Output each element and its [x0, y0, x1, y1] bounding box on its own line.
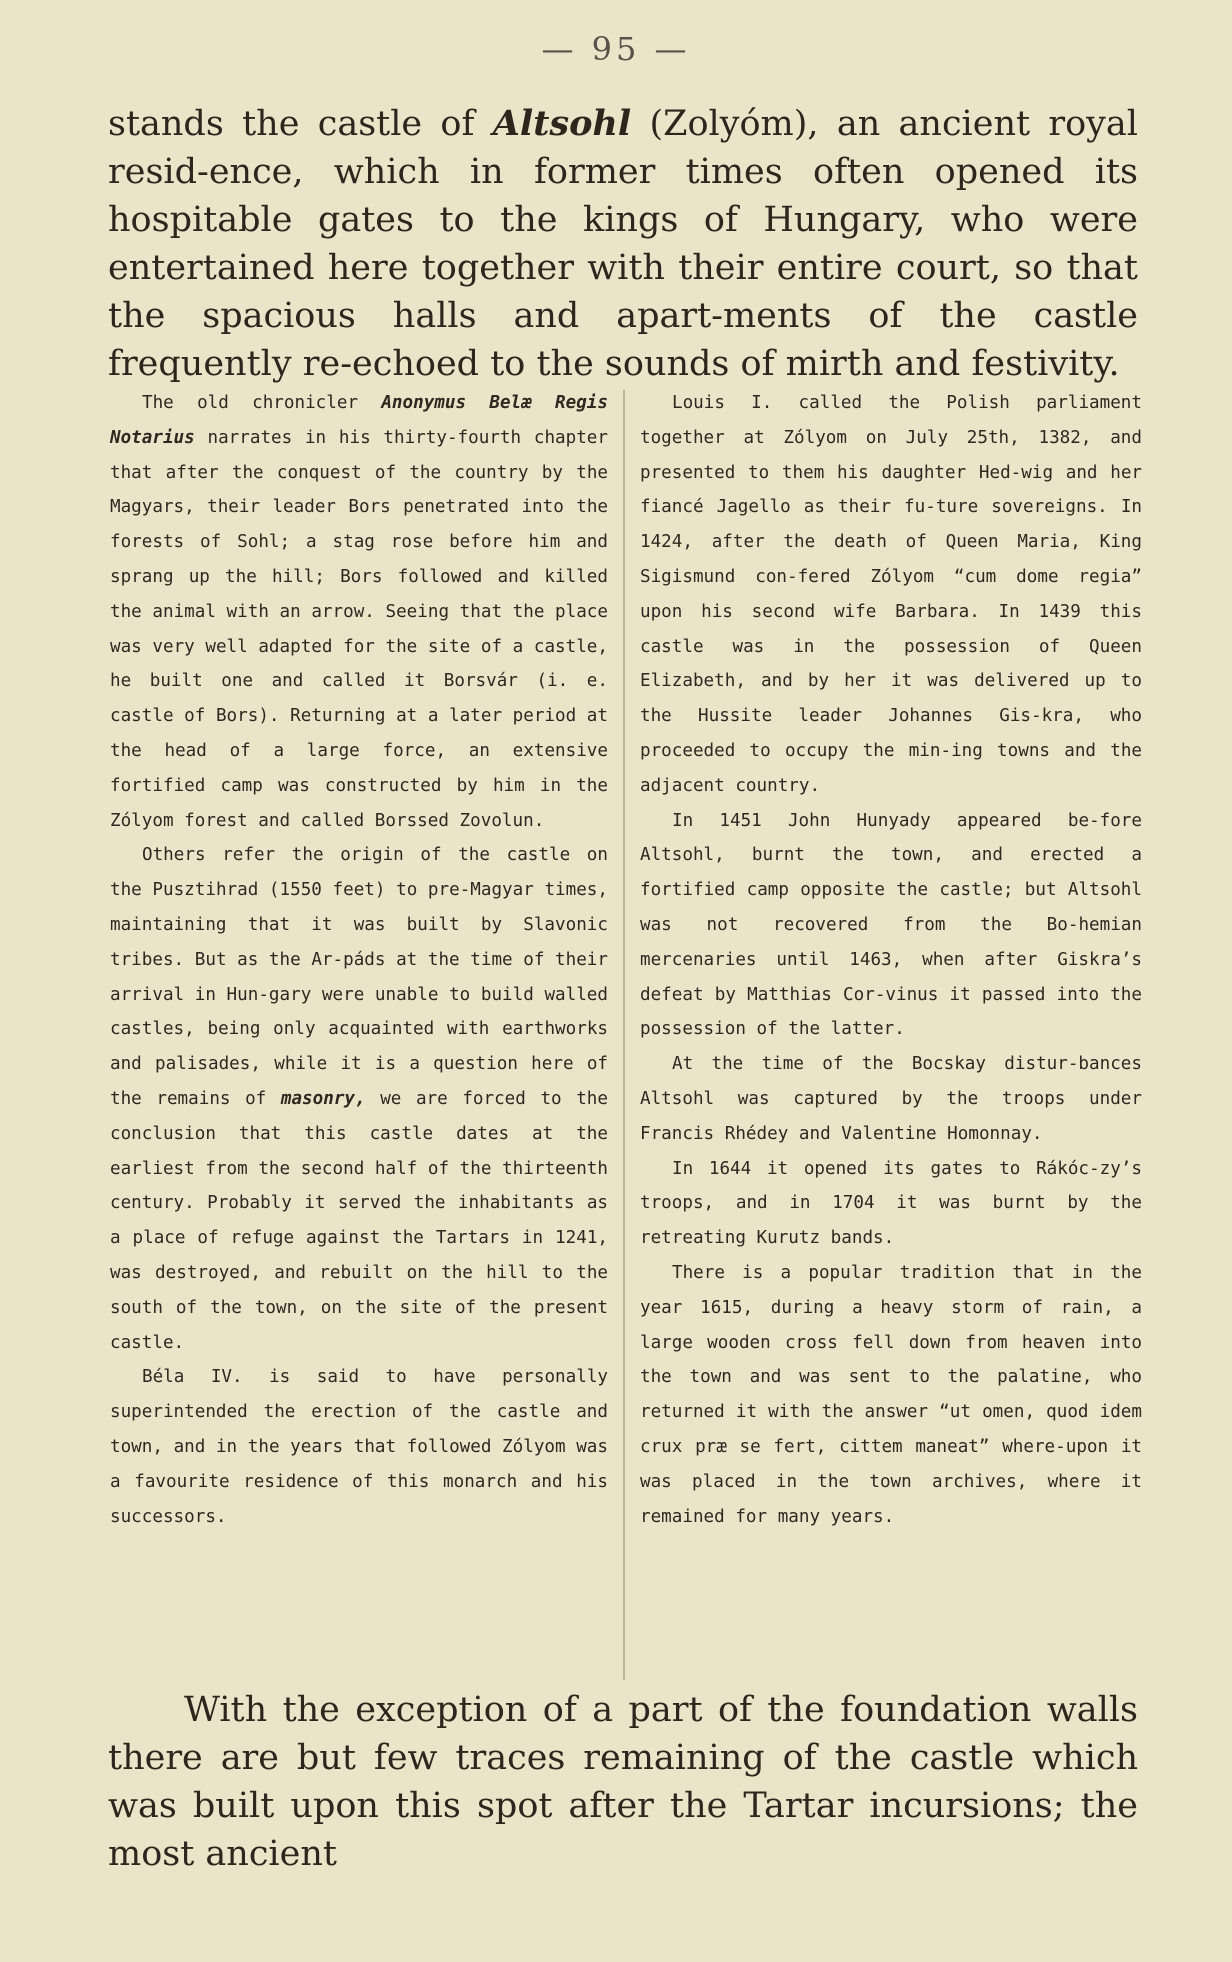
intro-text-rest: (Zolyóm), an ancient royal resid-ence, which in former times often opened its hospitable gates to the kings of Hungary, who were entertained here together with their entire court, so that the spacious halls and apart-ments of the castle frequently re-echoed to the sounds of mirth and festivity. — [108, 104, 1138, 384]
emphasis: masonry, — [280, 1088, 366, 1109]
right-paragraph-3: At the time of the Bocskay distur-bances Altsohl was captured by the troops under Francis Rhédey and Valentine Homonnay. — [640, 1054, 1142, 1144]
closing-paragraph: With the exception of a part of the foundation walls there are but few traces remaining of the castle which was built upon this spot after the Tartar incursions; the most ancient — [108, 1690, 1138, 1874]
right-paragraph-1: Louis I. called the Polish parliament together at Zólyom on July 25th, 1382, and presented to them his daughter Hed-wig and her fiancé Jagello as their fu-ture sovereigns. In 1424, after the death of Queen Maria, King Sigismund con-fered Zólyom “cum dome regia” upon his second wife Barbara. In 1439 this castle was in the possession of Queen Elizabeth, and by her it was delivered up to the Hussite leader Johannes Gis-kra, who proceeded to occupy the min-ing towns and the adjacent country. — [640, 393, 1142, 796]
left-paragraph-2 — [110, 838, 608, 1360]
intro-text-start: stands the castle of — [108, 104, 493, 144]
right-paragraph-4: In 1644 it opened its gates to Rákóc-zy’s troops, and in 1704 it was burnt by the retreating Kurutz bands. — [640, 1158, 1142, 1249]
castle-name: Altsohl — [492, 103, 632, 144]
text-run: The old chronicler — [142, 393, 382, 413]
page-number: — 95 — — [541, 30, 691, 68]
text-run: we are forced to the conclusion that this castle dates at the earliest from the second half of the thirteenth century. Probably it served the inhabitants as a place of refuge against the Tartars in 1241, was destroyed, and rebuilt on the hill to the south of the town, on the site of the present castle. — [110, 1088, 608, 1353]
chronicler-name: Anonymus Belæ Regis Notarius — [110, 393, 608, 448]
text-run: narrates in his thirty-fourth chapter that after the conquest of the country by the Magyars, their leader Bors penetrated into the forests of Sohl; a stag rose before him and sprang up the hill; Bors followed and killed the animal with an arrow. Seeing that the place was very well adapted for the site of a castle, he built one and called it Borsvár (i. e. castle of Bors). Returning at a later period at the head of a large force, an extensive fortified camp was constructed by him in the Zólyom forest and called Borssed Zovolun. — [110, 427, 608, 831]
right-paragraph-2: In 1451 John Hunyady appeared be-fore Altsohl, burnt the town, and erected a fortified camp opposite the castle; but Altsohl was not recovered from the Bo-hemian mercenaries until 1463, when after Giskra’s defeat by Matthias Cor-vinus it passed into the possession of the latter. — [640, 810, 1142, 1040]
two-column-body — [110, 386, 1140, 1686]
text-run: Others refer the origin of the castle on the Pusztihrad (1550 feet) to pre-Magyar times, maintaining that it was built by Slavonic tribes. But as the Ar-páds at the time of their arrival in Hun-gary were unable to build walled castles, being only acquainted with earthworks and palisades, while it is a question here of the remains of — [110, 845, 608, 1109]
intro-paragraph — [108, 100, 1138, 388]
left-paragraph-3: Béla IV. is said to have personally superintended the erection of the castle and town, and in the years that followed Zólyom was a favourite residence of this monarch and his successors. — [110, 1367, 608, 1527]
right-paragraph-5: There is a popular tradition that in the year 1615, during a heavy storm of rain, a large wooden cross fell down from heaven into the town and was sent to the palatine, who returned it with the answer “ut omen, quod idem crux præ se fert, cittem maneat” where-upon it was placed in the town archives, where it remained for many years. — [640, 1262, 1142, 1527]
left-paragraph-1 — [110, 386, 608, 838]
left-column — [110, 386, 608, 1534]
right-column — [640, 386, 1142, 1534]
